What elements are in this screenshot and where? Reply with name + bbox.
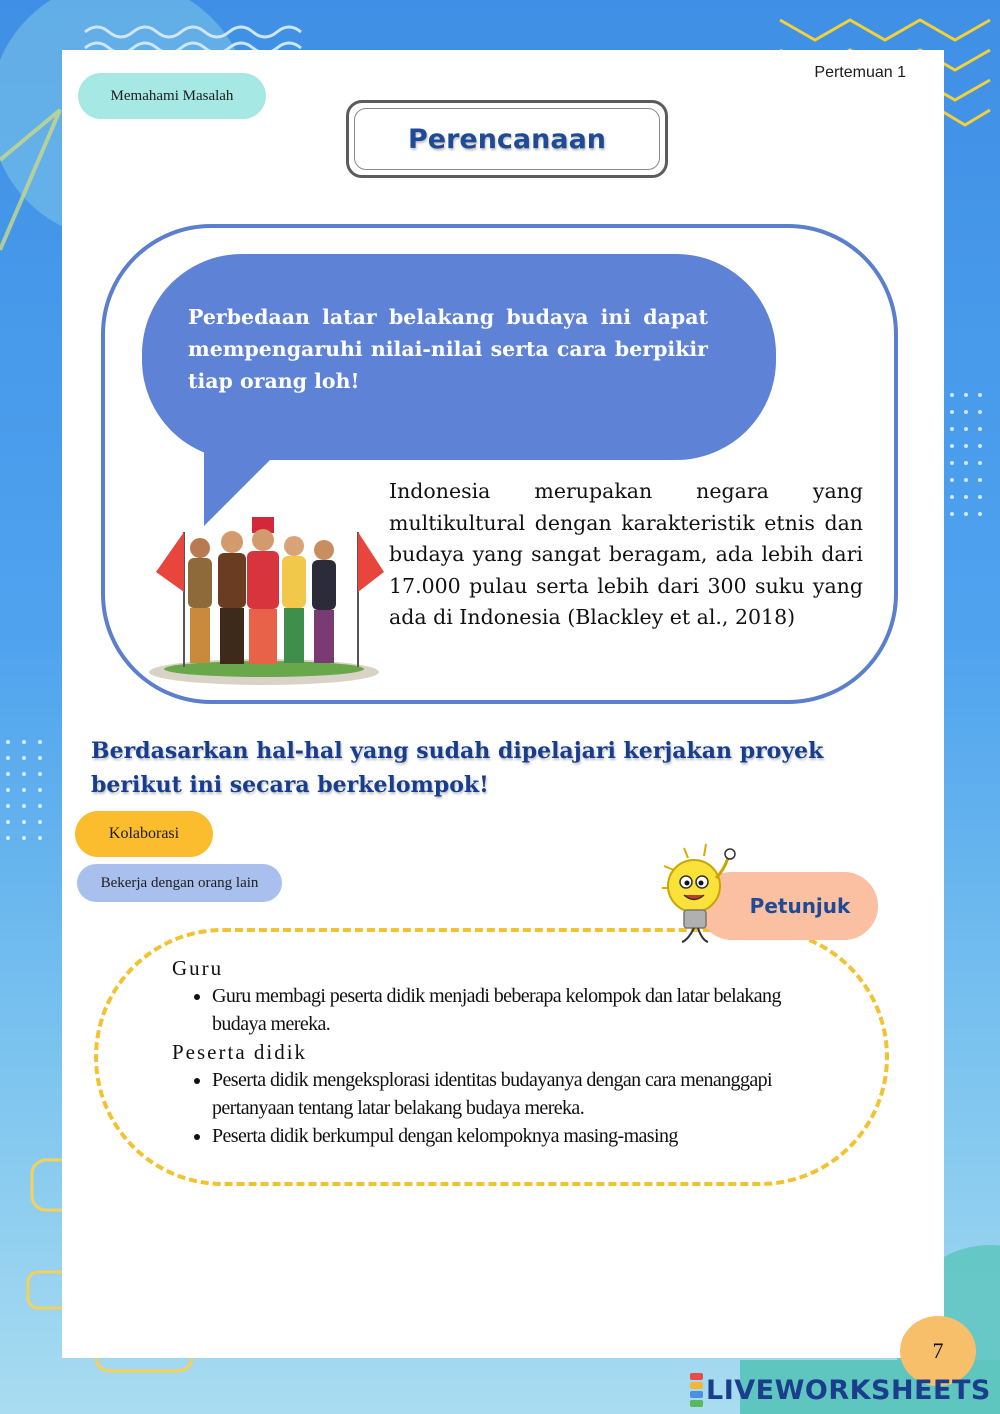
petunjuk-label: Petunjuk xyxy=(749,894,851,918)
live-icon xyxy=(690,1372,703,1408)
liveworksheets-logo[interactable] xyxy=(690,1370,991,1410)
meeting-label: Pertemuan 1 xyxy=(814,64,906,81)
tag-label: Memahami Masalah xyxy=(110,87,234,104)
list-item: • Peserta didik mengeksplorasi identitas budayanya dengan cara menanggapi pertanyaan tentang latar belakang budaya mereka. xyxy=(212,1066,792,1122)
role-peserta-didik: Peserta didik xyxy=(172,1040,308,1064)
title-box xyxy=(346,100,668,178)
worksheet-page xyxy=(62,50,944,1358)
tag-label: Kolaborasi xyxy=(108,825,180,842)
instruction-heading: Berdasarkan hal-hal yang sudah dipelajari kerjakan proyek berikut ini secara berkelompok! xyxy=(91,738,824,798)
guru-list xyxy=(172,982,792,1038)
brand-text: LIVEWORKSHEETS xyxy=(706,1374,991,1406)
hint-content xyxy=(172,954,792,1150)
list-item: • Guru membagi peserta didik menjadi beberapa kelompok dan latar belakang budaya mereka. xyxy=(212,982,792,1038)
tag-kolaborasi xyxy=(75,811,213,857)
tag-memahami-masalah xyxy=(78,73,266,119)
peserta-list xyxy=(172,1066,792,1150)
tag-bekerja xyxy=(77,864,282,902)
list-item: • Peserta didik berkumpul dengan kelompoknya masing-masing xyxy=(212,1122,792,1150)
tag-label: Bekerja dengan orang lain xyxy=(100,874,259,891)
indonesian-people-illustration xyxy=(144,512,384,687)
info-paragraph: Indonesia merupakan negara yang multikultural dengan karakteristik etnis dan budaya yang sangat beragam, ada lebih dari 17.000 pulau serta lebih dari 300 suku yang ada di Indonesia (Blackley et al., 2018) xyxy=(389,479,863,629)
speech-bubble-text: Perbedaan latar belakang budaya ini dapat mempengaruhi nilai-nilai serta cara berpikir tiap orang loh! xyxy=(188,305,708,393)
role-guru: Guru xyxy=(172,956,224,980)
page-title: Perencanaan xyxy=(407,123,607,155)
lightbulb-icon xyxy=(654,838,744,948)
page-number: 7 xyxy=(900,1316,976,1386)
